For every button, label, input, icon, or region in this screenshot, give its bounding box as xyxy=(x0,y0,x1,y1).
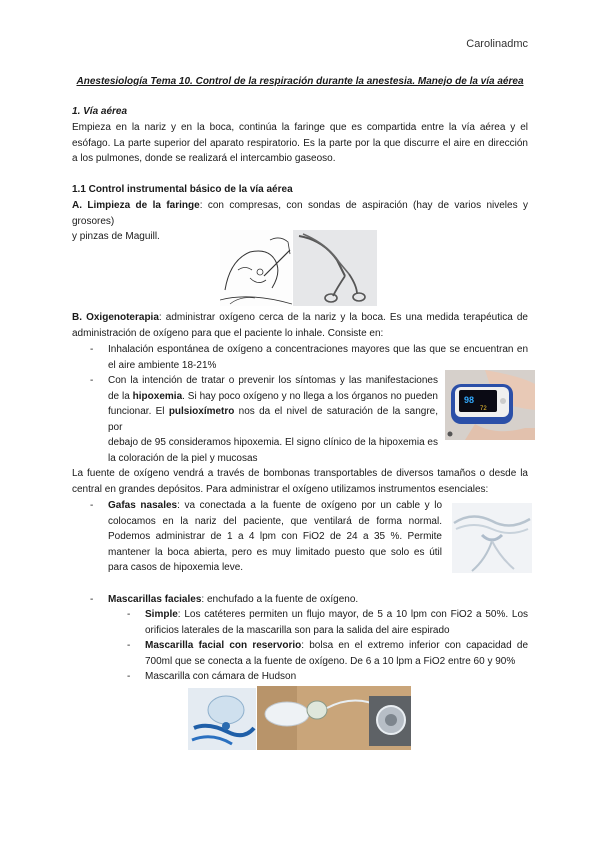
list-dash: - xyxy=(90,375,94,386)
mascarillas-item: - Mascarillas faciales: enchufado a la fuente de oxígeno. xyxy=(90,592,528,608)
mascarilla-simple-item: - Simple: Los catéteres permiten un flujo mayor, de 5 a 10 lpm con FiO2 a 50%. Los orificios laterales de la mascarilla son para la salida del aire espirado xyxy=(127,607,528,638)
paragraph-line: esófago. La parte superior del aparato respiratorio. Es la parte por la que discurre el aire en dirección xyxy=(72,137,528,149)
section-b-label: B. Oxigenoterapia xyxy=(72,312,159,323)
section-a-label: A. Limpieza de la faringe xyxy=(72,200,200,211)
list-item-line: 700ml que se conecta a la fuente de oxígeno. De 6 a 10 lpm a FiO2 entre 60 y 90% xyxy=(145,655,516,667)
cannula-illustration xyxy=(452,503,532,573)
reservorio-label: Mascarilla facial con reservorio xyxy=(145,640,302,651)
list-item-line: Con la intención de tratar o prevenir los síntomas y las manifestaciones xyxy=(108,375,438,386)
suction-illustration xyxy=(220,230,292,306)
oximeter-spo2: 98 xyxy=(464,395,475,405)
list-item-line: colocamos en la nariz del paciente, que ventilará de forma normal. xyxy=(108,515,442,527)
oxygen-list-item-1 xyxy=(90,342,528,373)
list-dash: - xyxy=(127,640,131,651)
list-dash: - xyxy=(90,344,94,355)
oximeter-image xyxy=(445,370,535,440)
list-item-line: de la hipoxemia. Si hay poco oxígeno y no llega a los órganos no pueden xyxy=(108,390,438,402)
list-item-line: el aire ambiente 18-21% xyxy=(108,359,217,371)
section-1-title: Vía aérea xyxy=(83,106,128,117)
section-a-text-2: y pinzas de Maguill. xyxy=(72,231,160,243)
mask-image-1 xyxy=(188,688,256,750)
list-item-line: Podemos administrar de 1 a 4 lpm con FiO2 de 24 a 35 %. Permite xyxy=(108,531,442,543)
forceps-illustration xyxy=(293,230,377,306)
mascarilla-hudson-item xyxy=(127,669,528,685)
mascarillas-label: Mascarillas faciales xyxy=(108,594,202,605)
list-dash: - xyxy=(127,671,131,682)
list-item-line: funcionar. El pulsioxímetro nos da el nivel de saturación de la sangre, por xyxy=(108,406,438,433)
gafas-nasales-label: Gafas nasales xyxy=(108,500,178,511)
forceps-image xyxy=(293,230,377,306)
list-item-line: mantener la boca abierta, pero es muy limitado puesto que solo es útil xyxy=(108,546,442,558)
mascarilla-reservorio-item: - Mascarilla facial con reservorio: bolsa en el extremo inferior con capacidad de 700ml que se conecta a la fuente de oxígeno. De 6 a 10 lpm a FiO2 entre 60 y 90% xyxy=(127,638,528,669)
oxygen-source-paragraph xyxy=(72,466,528,497)
suction-image xyxy=(220,230,292,306)
section-1-number: 1 xyxy=(72,106,78,117)
oxygen-list-item-2 xyxy=(90,373,438,467)
oximeter-pulse: 72 xyxy=(480,406,487,412)
list-dash: - xyxy=(90,594,94,605)
mask-illustration-1 xyxy=(188,688,256,750)
paragraph-line: La fuente de oxígeno vendrá a través de bombonas transportables de diversos tamaños o desde la xyxy=(72,468,528,479)
list-item-line: Inhalación espontánea de oxígeno a concentraciones mayores que las que se encuentran en xyxy=(108,344,528,355)
list-item-line: para casos de hipoxemia leve. xyxy=(108,562,244,574)
list-dash: - xyxy=(127,609,131,620)
section-1-heading: 1. Vía aérea xyxy=(72,106,128,117)
mask-illustration-2 xyxy=(257,686,411,750)
section-1-1-heading: 1.1 Control instrumental básico de la vía aérea xyxy=(72,184,293,195)
list-dash: - xyxy=(90,500,94,511)
nasal-cannula-image xyxy=(452,503,532,573)
list-item-line: la coloración de la piel y mucosas xyxy=(108,452,258,464)
paragraph-line: central en grandes depósitos. Para administrar el oxígeno utilizamos instrumentos esenciales: xyxy=(72,483,489,495)
paragraph-line: Empieza en la nariz y en la boca, continúa la faringe que es compartida entre la vía aérea y el xyxy=(72,122,528,133)
section-a-text: : con compresas, con sondas de aspiración (hay de varios niveles y grosores) xyxy=(72,200,528,227)
section-b-text-2: administración de oxígeno para que el paciente lo inhale. Consiste en: xyxy=(72,327,384,339)
author-name: Carolinadmc xyxy=(466,38,528,50)
list-item-line: debajo de 95 consideramos hipoxemia. El signo clínico de la hipoxemia es xyxy=(108,437,438,449)
oximeter-illustration xyxy=(445,370,535,440)
section-b-text: : administrar oxígeno cerca de la nariz y la boca. Es una medida terapéutica de xyxy=(158,312,528,323)
section-1-paragraph xyxy=(72,120,528,167)
gafas-nasales-item: - Gafas nasales: va conectada a la fuente de oxígeno por un cable y lo colocamos en la nariz del paciente, que ventilará de forma normal. Podemos administrar de 1 a 4 lpm con FiO2 de 24 a 35 %. Permite mantener la boca abierta, pero es muy limitado puesto que solo es útil para casos de hipoxemia leve. xyxy=(90,498,442,576)
hudson-text: Mascarilla con cámara de Hudson xyxy=(145,671,297,682)
simple-label: Simple xyxy=(145,609,178,620)
pulsioximetro-term: pulsioxímetro xyxy=(168,406,235,418)
document-title: Anestesiología Tema 10. Control de la respiración durante la anestesia. Manejo de la vía aérea xyxy=(76,76,524,87)
section-b-paragraph xyxy=(72,310,528,341)
mask-image-2 xyxy=(257,686,411,750)
paragraph-line: a los pulmones, donde se realizará el intercambio gaseoso. xyxy=(72,153,336,165)
list-item-line: orificios laterales de la mascarilla son para la salida del aire espirado xyxy=(145,624,450,636)
hipoxemia-term: hipoxemia xyxy=(132,390,183,402)
